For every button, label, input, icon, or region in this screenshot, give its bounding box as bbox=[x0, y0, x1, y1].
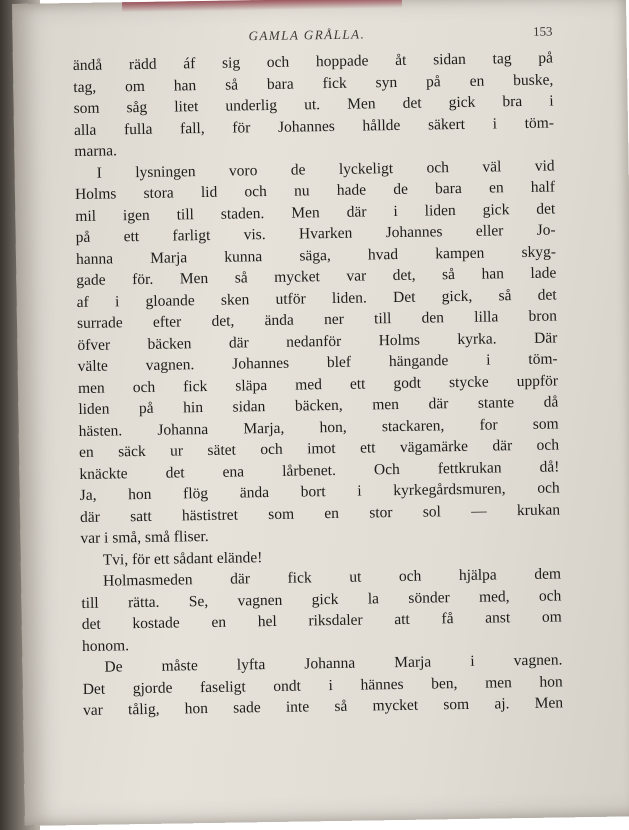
text-line: liden på hin sidan bäcken, men där stante då bbox=[78, 393, 559, 419]
running-title: GAMLA GRÅLLA. bbox=[248, 26, 366, 44]
text-line: gade för. Men så mycket var det, så han lade bbox=[76, 264, 557, 290]
text-line: ändå rädd áf sig och hoppade åt sidan tag på bbox=[72, 49, 554, 75]
text-line: öfver bäcken där nedanför Holms kyrka. Där bbox=[77, 328, 558, 354]
text-line: surrade efter det, ända ner till den lilla bron bbox=[76, 307, 558, 333]
body-text bbox=[73, 48, 563, 722]
text-line: tag, om han så bara fick syn på en buske, bbox=[73, 71, 554, 96]
cover-edge bbox=[122, 0, 402, 12]
text-line: Det gjorde faseligt ondt i hännes ben, men hon bbox=[82, 672, 563, 698]
text-line: hästen. Johanna Marja, hon, stackaren, for som bbox=[78, 414, 559, 440]
text-line: välte vagnen. Johannes blef hängande i töm- bbox=[77, 350, 558, 376]
text-line: till rätta. Se, vagnen gick la sönder med, och bbox=[81, 586, 562, 612]
text-line: knäckte det ena lårbenet. Och fettkrukan då! bbox=[79, 457, 560, 483]
text-line: honom. bbox=[81, 636, 130, 655]
text-line: hanna Marja kunna säga, hvad kampen skyg- bbox=[75, 242, 557, 268]
text-line: en säck ur sätet och imot ett vägamärke där och bbox=[78, 436, 560, 462]
text-line: I lysningen voro de lyckeligt och väl vid bbox=[96, 156, 555, 182]
book-page bbox=[12, 0, 629, 826]
text-line: Ja, hon flög ända bort i kyrkegårdsmuren, och bbox=[79, 479, 560, 504]
page-number: 153 bbox=[532, 23, 553, 39]
text-line: Holms stora lid och nu hade de bara en half bbox=[74, 178, 556, 204]
text-line: marna. bbox=[74, 142, 118, 161]
text-line: men och fick släpa med ett godt stycke uppför bbox=[77, 371, 559, 397]
text-line: Tvi, för ett sådant elände! bbox=[102, 548, 263, 569]
text-line: mil igen till staden. Men där i liden gick det bbox=[75, 199, 556, 225]
text-line: var i små, små fliser. bbox=[80, 527, 209, 547]
text-line: De måste lyfta Johanna Marja i vagnen. bbox=[104, 651, 563, 676]
page-header bbox=[72, 24, 552, 52]
text-line: af i gloande sken utför liden. Det gick, så det bbox=[76, 285, 557, 311]
text-line: som såg litet underlig ut. Men det gick bra i bbox=[73, 92, 554, 118]
text-line: på ett farligt vis. Hvarken Johannes eller Jo- bbox=[75, 221, 556, 247]
text-line: det kostade en hel riksdaler att få anst om bbox=[81, 608, 562, 633]
text-line: Holmasmeden där fick ut och hjälpa dem bbox=[102, 565, 562, 590]
text-line: där satt hästistret som en stor sol — krukan bbox=[79, 500, 561, 526]
text-line: var tålig, hon sade inte så mycket som aj. Men bbox=[82, 694, 564, 719]
text-line: alla fulla fall, för Johannes hållde säkert i töm- bbox=[73, 114, 555, 139]
